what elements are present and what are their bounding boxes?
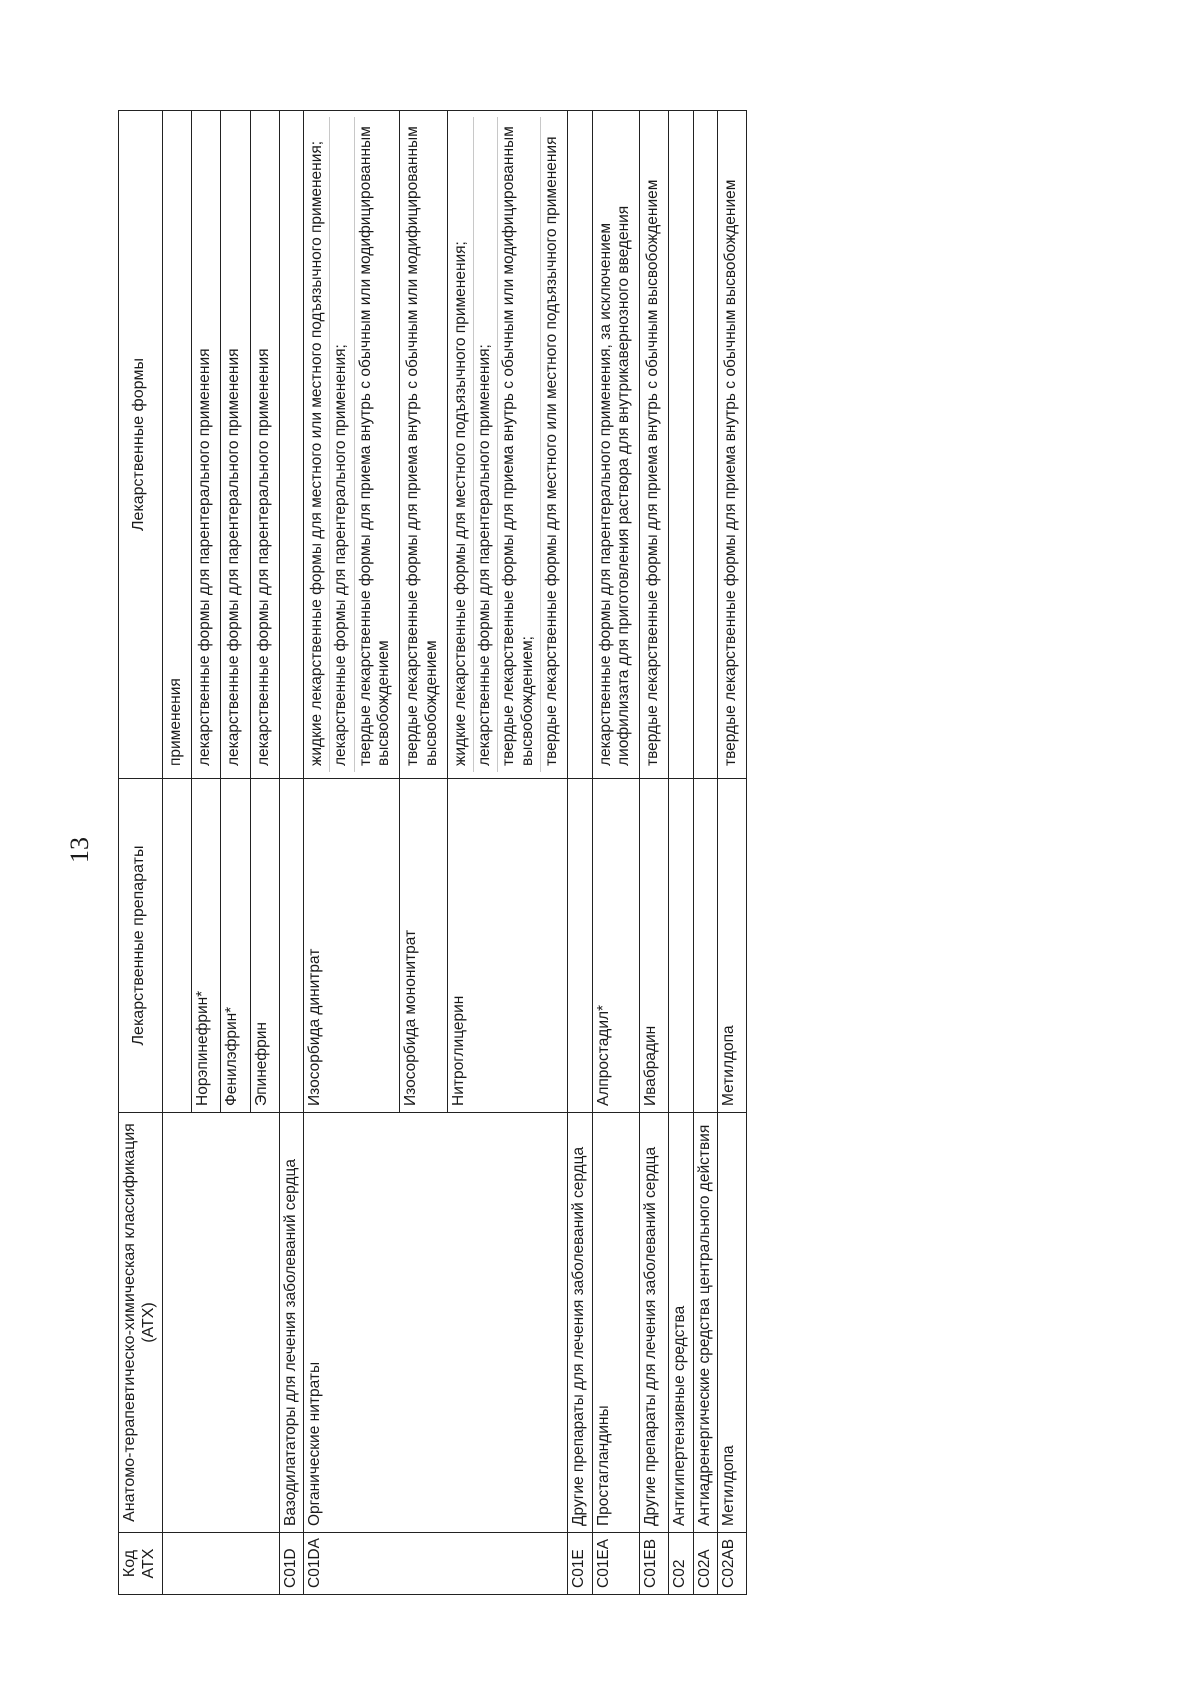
drug-name-cell: Эпинефрин xyxy=(250,779,279,1113)
dosage-form-entry: лекарственные формы для парентерального применения, за исключением лиофилизата для приготовления раствора для внутрикавернозного введения xyxy=(596,205,632,766)
table-row xyxy=(640,111,669,1595)
dosage-form-entry: твердые лекарственные формы для приема внутрь с обычным высвобождением xyxy=(644,179,662,766)
dosage-forms-cell xyxy=(669,111,693,779)
drug-name-cell: Ивабрадин xyxy=(640,779,669,1113)
dosage-form-entry: лекарственные формы для парентерального применения xyxy=(254,348,272,766)
atx-table xyxy=(118,110,747,1595)
dosage-forms-cell xyxy=(592,111,640,779)
atx-classification-cell: Антиадренергические средства центрального действия xyxy=(693,1113,717,1533)
header-code: Код АТХ xyxy=(119,1533,163,1595)
atx-code-cell: C02A xyxy=(693,1533,717,1595)
drug-name-cell xyxy=(279,779,303,1113)
dosage-forms-cell xyxy=(162,111,191,779)
table-row xyxy=(162,111,191,1595)
drug-name-cell: Изосорбида динитрат xyxy=(304,779,400,1113)
atx-code-cell xyxy=(162,1533,279,1595)
drug-name-cell: Нитроглицерин xyxy=(447,779,567,1113)
dosage-forms-cell xyxy=(568,111,592,779)
dosage-forms-cell xyxy=(279,111,303,779)
dosage-form-entry: твердые лекарственные формы для приема внутрь с обычным или модифицированным высвобождением xyxy=(354,117,397,772)
rotated-table-wrapper xyxy=(118,110,1093,1595)
header-drugs: Лекарственные препараты xyxy=(119,779,163,1113)
dosage-forms-cell xyxy=(192,111,221,779)
drug-name-cell: Метилдопа xyxy=(717,779,746,1113)
atx-code-cell: C02 xyxy=(669,1533,693,1595)
dosage-form-entry: применения xyxy=(166,678,184,766)
dosage-forms-cell xyxy=(304,111,400,779)
atx-classification-cell: Антигипертензивные средства xyxy=(669,1113,693,1533)
dosage-forms-cell xyxy=(693,111,717,779)
dosage-forms-cell xyxy=(717,111,746,779)
table-row xyxy=(304,111,400,1595)
page-number: 13 xyxy=(65,837,94,863)
atx-classification-cell: Другие препараты для лечения заболеваний сердца xyxy=(568,1113,592,1533)
atx-classification-cell: Метилдопа xyxy=(717,1113,746,1533)
dosage-form-entry: лекарственные формы для парентерального применения xyxy=(225,348,243,766)
drug-name-cell: Алпростадил* xyxy=(592,779,640,1113)
table-row xyxy=(693,111,717,1595)
dosage-form-entry: твердые лекарственные формы для местного или местного подъязычного применения xyxy=(540,117,564,772)
drug-name-cell: Норэпинефрин* xyxy=(192,779,221,1113)
dosage-form-entry xyxy=(696,117,701,772)
table-row xyxy=(717,111,746,1595)
dosage-form-entry: лекарственные формы для парентерального применения; xyxy=(329,117,353,772)
table-row xyxy=(592,111,640,1595)
drug-name-cell xyxy=(693,779,717,1113)
dosage-form-entry: жидкие лекарственные формы для местного подъязычного применения; xyxy=(451,241,469,766)
table-body xyxy=(162,111,746,1595)
dosage-forms-cell xyxy=(400,111,448,779)
atx-code-cell: C01E xyxy=(568,1533,592,1595)
drug-name-cell: Фенилэфрин* xyxy=(221,779,250,1113)
table-row xyxy=(669,111,693,1595)
dosage-form-entry: твердые лекарственные формы для приема внутрь с обычным или модифицированным высвобождением xyxy=(404,126,440,766)
atx-code-cell: C01EB xyxy=(640,1533,669,1595)
atx-classification-cell: Другие препараты для лечения заболеваний сердца xyxy=(640,1113,669,1533)
atx-classification-cell: Простагландины xyxy=(592,1113,640,1533)
atx-code-cell: C01D xyxy=(279,1533,303,1595)
atx-classification-cell: Вазодилататоры для лечения заболеваний сердца xyxy=(279,1113,303,1533)
dosage-form-entry: лекарственные формы для парентерального применения xyxy=(196,348,214,766)
dosage-form-entry: жидкие лекарственные формы для местного или местного подъязычного применения; xyxy=(308,140,326,766)
dosage-form-entry xyxy=(282,117,287,772)
dosage-form-entry xyxy=(570,117,575,772)
dosage-forms-cell xyxy=(447,111,567,779)
atx-code-cell: C01EA xyxy=(592,1533,640,1595)
dosage-form-entry: твердые лекарственные формы для приема внутрь с обычным высвобождением xyxy=(721,179,739,766)
atx-code-cell: C02AB xyxy=(717,1533,746,1595)
dosage-form-entry xyxy=(671,117,676,772)
atx-classification-cell: Органические нитраты xyxy=(304,1113,568,1533)
drug-name-cell xyxy=(568,779,592,1113)
drug-name-cell xyxy=(162,779,191,1113)
atx-code-cell: C01DA xyxy=(304,1533,568,1595)
header-classification: Анатомо-терапевтическо-химическая классификация (АТХ) xyxy=(119,1113,163,1533)
dosage-forms-cell xyxy=(640,111,669,779)
drug-name-cell xyxy=(669,779,693,1113)
header-forms: Лекарственные формы xyxy=(119,111,163,779)
dosage-form-entry: твердые лекарственные формы для приема внутрь с обычным или модифицированным высвобождением; xyxy=(497,117,540,772)
table-row xyxy=(568,111,592,1595)
table-row xyxy=(279,111,303,1595)
dosage-forms-cell xyxy=(250,111,279,779)
dosage-forms-cell xyxy=(221,111,250,779)
table-header-row xyxy=(119,111,163,1595)
atx-classification-cell xyxy=(162,1113,279,1533)
drug-name-cell: Изосорбида мононитрат xyxy=(400,779,448,1113)
dosage-form-entry: лекарственные формы для парентерального применения; xyxy=(473,117,497,772)
